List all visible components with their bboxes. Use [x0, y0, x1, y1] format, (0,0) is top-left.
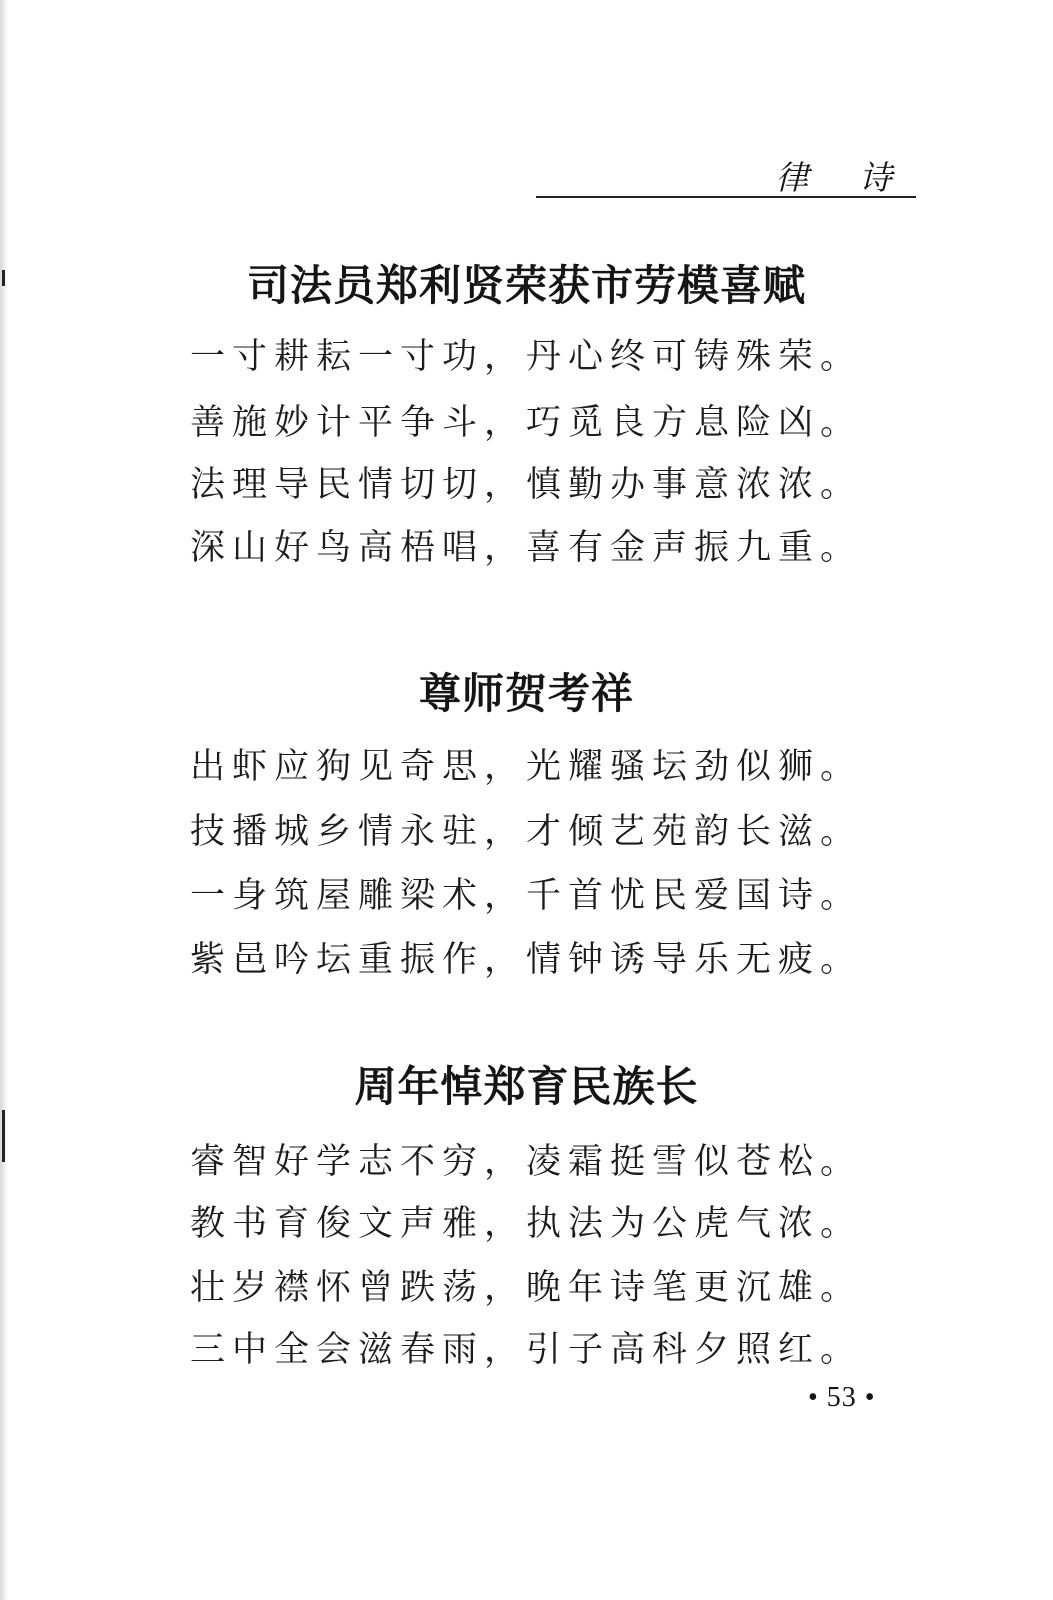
- poem-line: 睿智好学志不穷，凌霜挺雪似苍松。: [190, 1142, 863, 1182]
- poem-line: 一身筑屋雕梁术，千首忧民爱国诗。: [190, 876, 863, 916]
- poem-line: 教书育俊文声雅，执法为公虎气浓。: [190, 1204, 863, 1244]
- poem-title: 周年悼郑育民族长: [354, 1062, 699, 1111]
- poem-title: 司法员郑利贤荣获市劳模喜赋: [246, 261, 806, 310]
- poem-line: 三中全会滋春雨，引子高科夕照红。: [190, 1330, 863, 1370]
- scan-edge: [0, 0, 8, 1600]
- running-head: [536, 150, 916, 198]
- poem-1: [0, 256, 1053, 316]
- poem-title: 尊师贺考祥: [418, 669, 634, 718]
- poem-line: 善施妙计平争斗，巧觅良方息险凶。: [190, 403, 863, 443]
- poem-line: 一寸耕耘一寸功，丹心终可铸殊荣。: [190, 337, 863, 377]
- poem-3: [0, 1057, 1053, 1117]
- scan-mark: [2, 1110, 5, 1162]
- page-number: • 53 •: [808, 1382, 876, 1413]
- poem-2: [0, 664, 1053, 724]
- poem-line: 出虾应狗见奇思，光耀骚坛劲似狮。: [190, 747, 863, 787]
- poem-line: 技播城乡情永驻，才倾艺苑韵长滋。: [190, 812, 863, 852]
- running-head-text: 律 诗: [775, 158, 912, 197]
- poem-line: 法理导民情切切，慎勤办事意浓浓。: [190, 465, 863, 505]
- poem-line: 壮岁襟怀曾跌荡，晚年诗笔更沉雄。: [190, 1268, 863, 1308]
- poem-line: 深山好鸟高梧唱，喜有金声振九重。: [190, 528, 863, 568]
- poem-line: 紫邑吟坛重振作，情钟诱导乐无疲。: [190, 940, 863, 980]
